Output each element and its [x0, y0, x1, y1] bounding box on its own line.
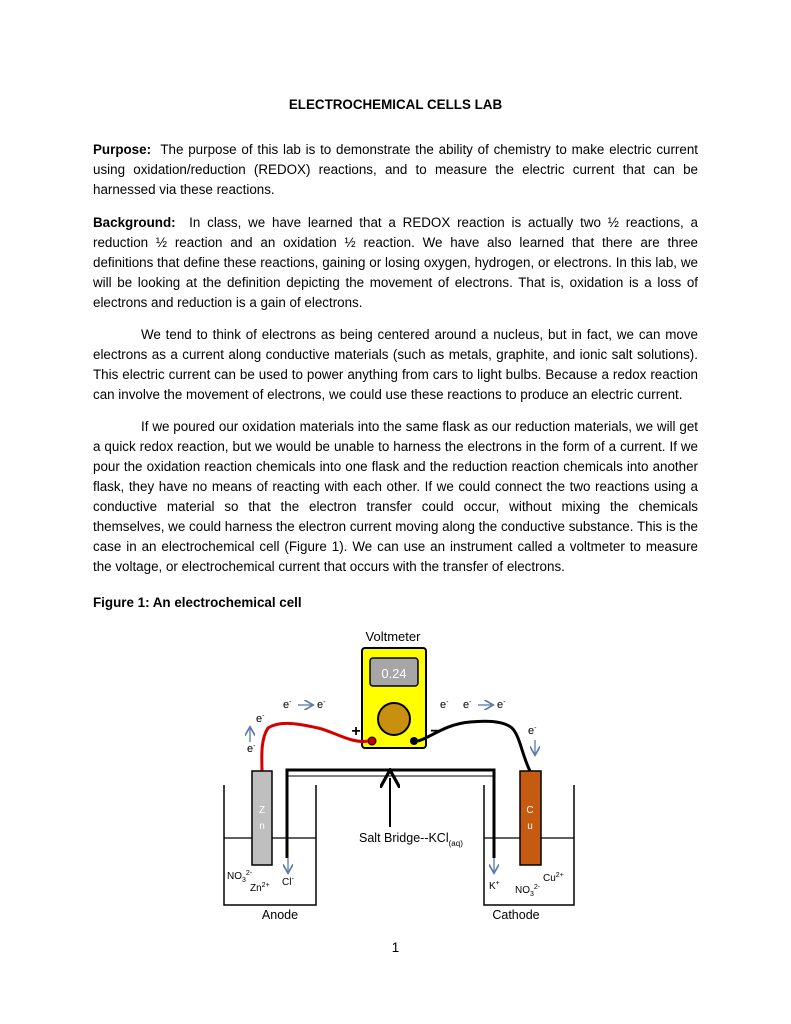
body-paragraph-3: If we poured our oxidation materials into the same flask as our reduction materials, we will get a quick redox reaction, but we would be unable to harness the electrons in the form of a current. If we pour the oxidation reaction chemicals into one flask and the reduction reaction chemicals into another flask, they have no means of reacting with each other. If we could connect the two reactions using a conductive material so that the electron transfer could occur, without mixing the chemicals themselves, we could harness the electron current moving along the conductive substance. This is the case in an electrochemical cell (Figure 1). We can use an instrument called a voltmeter to measure the voltage, or electrochemical current that occurs with the transfer of electrons. [93, 419, 698, 574]
cathode-potassium-ion: K+ [489, 880, 500, 892]
cathode-label: Cathode [492, 908, 540, 922]
anode-label: Anode [261, 908, 299, 922]
voltmeter-dial [378, 703, 410, 735]
copper-letter-c: C [526, 805, 534, 816]
page-number: 1 [391, 940, 400, 955]
minus-sign: − [430, 723, 440, 740]
electron-flow-right [440, 699, 537, 754]
electron-label: e- [317, 699, 326, 711]
document-title: ELECTROCHEMICAL CELLS LAB [288, 97, 503, 112]
electron-label: e- [440, 699, 449, 711]
electron-label: e- [463, 699, 472, 711]
electron-label: e- [528, 725, 537, 737]
zinc-letter-z: Z [258, 805, 266, 816]
copper-letter-u: u [527, 821, 533, 832]
anode-chloride-ion: Cl- [282, 876, 294, 888]
voltmeter-reading: 0.24 [381, 666, 407, 681]
salt-bridge-label: Salt Bridge--KCl$_{(aq)}$ [359, 831, 463, 848]
background-text: In class, we have learned that a REDOX reaction is actually two ½ reactions, a reduction ½ reaction and an oxidation ½ reaction. We have also learned that there are three definitions that define these reactions, gaining or losing oxygen, hydrogen, or electrons. In this lab, we will be looking at the definition depicting the movement of electrons. That is, oxidation is a loss of electrons and reduction is a gain of electrons. [93, 215, 698, 310]
electron-label: e- [247, 743, 256, 755]
anode-zinc-ion: $Zn^{2+}$ [250, 882, 270, 894]
background-label: Background: [93, 215, 176, 230]
electron-label: e- [497, 699, 506, 711]
purpose-label: Purpose: [93, 142, 152, 157]
voltmeter-label: Voltmeter [365, 629, 421, 644]
electron-label: e- [256, 713, 265, 725]
cathode-copper-ion: $Cu^{2+}$ [543, 872, 564, 884]
body-paragraph-2: We tend to think of electrons as being centered around a nucleus, but in fact, we can move electrons as a current along conductive materials (such as metals, graphite, and ionic salt solutions). This electric current can be used to power anything from cars to light bulbs. Because a redox reaction can involve the movement of electrons, we could use these reactions to produce an electric current. [93, 327, 698, 402]
negative-terminal [410, 737, 418, 745]
zinc-letter-n: n [259, 821, 265, 832]
electron-label: e- [283, 699, 292, 711]
cathode-nitrate-ion: $NO_3^{2-}$ [515, 884, 541, 898]
copper-electrode [520, 771, 541, 865]
positive-terminal [368, 737, 376, 745]
plus-sign: + [351, 723, 361, 740]
anode-nitrate-ion: $NO_3^{2-}$ [227, 870, 253, 884]
voltmeter [362, 648, 426, 748]
purpose-text: The purpose of this lab is to demonstrate the ability of chemistry to make electric current using oxidation/reduction (REDOX) reactions, and to measure the electric current that can be harnessed via these reactions. [93, 142, 698, 197]
figure-caption: Figure 1: An electrochemical cell [93, 595, 302, 610]
zinc-electrode [252, 771, 272, 865]
